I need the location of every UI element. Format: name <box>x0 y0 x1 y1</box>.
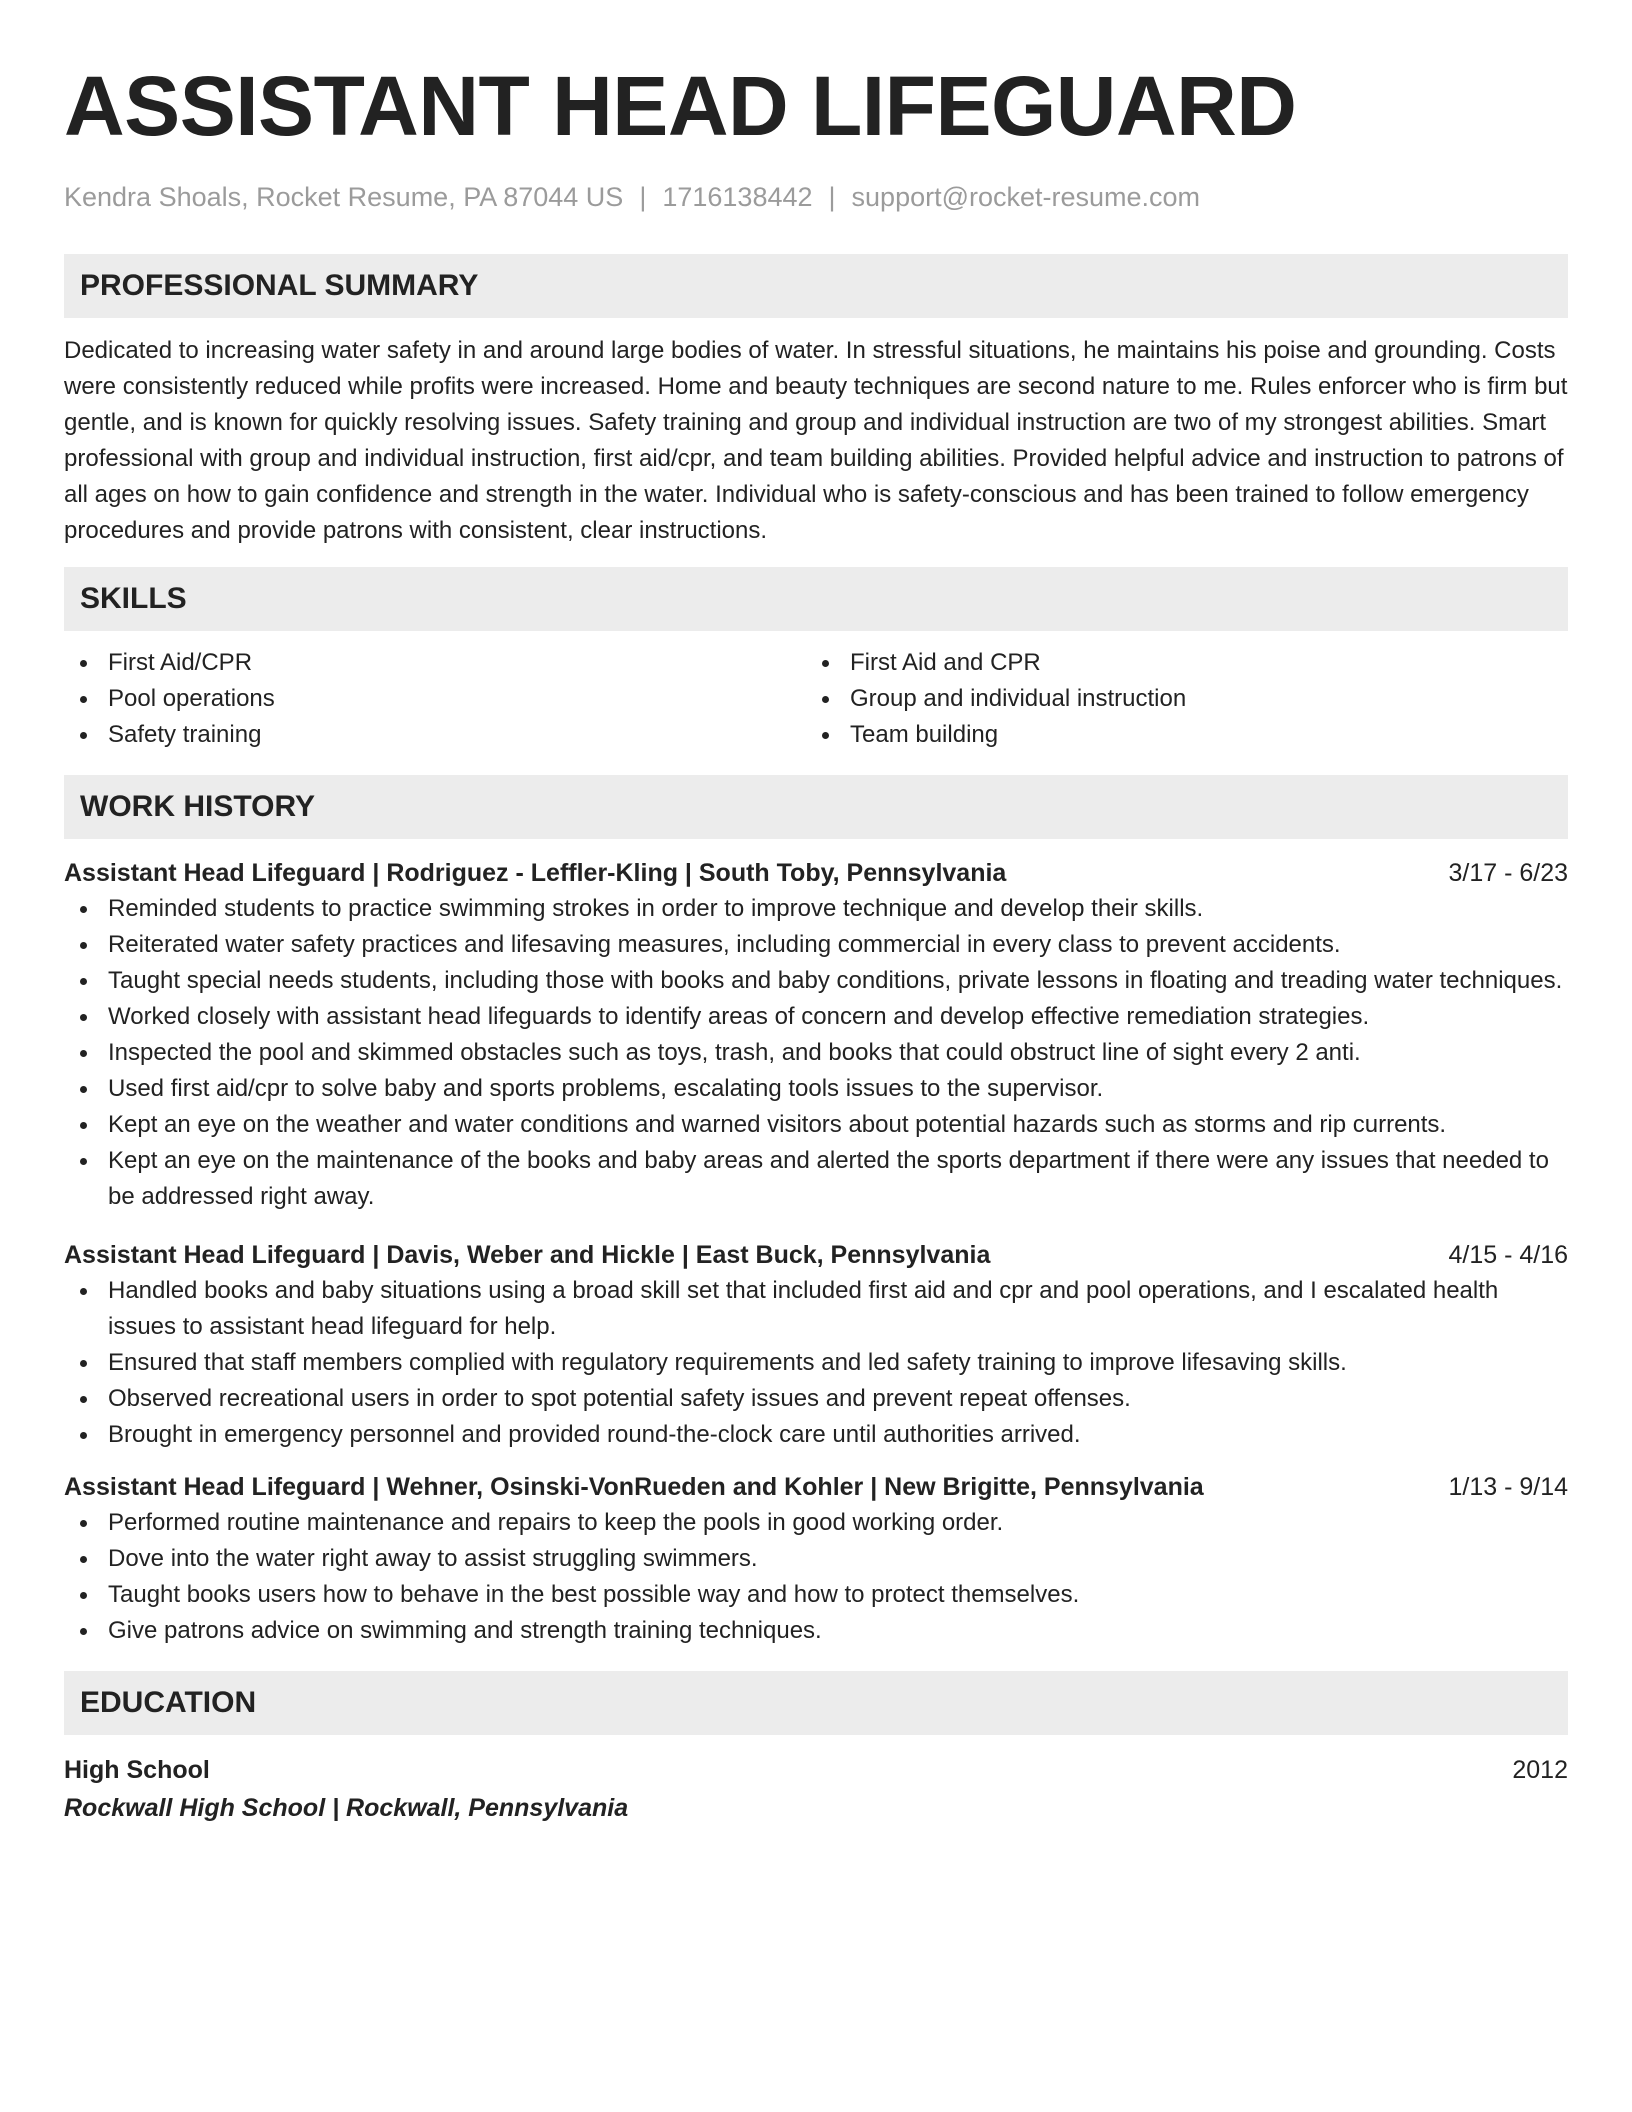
skills-list <box>64 645 1568 753</box>
summary-text: Dedicated to increasing water safety in and around large bodies of water. In stressful situations, he maintains his poise and grounding. Costs were consistently reduced while profits were increased. Home and beauty techniques are second nature to me. Rules enforcer who is firm but gentle, and is known for quickly resolving issues. Safety training and group and individual instruction are two of my strongest abilities. Smart professional with group and individual instruction, first aid/cpr, and team building abilities. Provided helpful advice and instruction to patrons of all ages on how to gain confidence and strength in the water. Individual who is safety-conscious and has been trained to follow emergency procedures and provide patrons with consistent, clear instructions. <box>64 337 1568 544</box>
job-dates: 4/15 - 4/16 <box>1448 1241 1568 1269</box>
list-item: Kept an eye on the maintenance of the books and baby areas and alerted the sports department if there were any issues that needed to be addressed right away. <box>64 1143 1568 1215</box>
job-entry <box>64 855 1568 1215</box>
contact-address: Kendra Shoals, Rocket Resume, PA 87044 US <box>64 182 624 212</box>
list-item: Worked closely with assistant head lifeguards to identify areas of concern and develop effective remediation strategies. <box>64 999 1568 1035</box>
work-section-header: WORK HISTORY <box>64 775 1568 839</box>
education-degree: High School <box>64 1756 210 1784</box>
page-title: ASSISTANT HEAD LIFEGUARD <box>64 59 1297 153</box>
job-bullets <box>64 891 1568 1215</box>
contact-phone: 1716138442 <box>662 182 813 212</box>
list-item: Taught books users how to behave in the best possible way and how to protect themselves. <box>64 1577 1568 1613</box>
skill-item: First Aid/CPR <box>64 645 806 681</box>
skills-column-right <box>806 645 1548 753</box>
list-item: Ensured that staff members complied with regulatory requirements and led safety training to improve lifesaving skills. <box>64 1345 1568 1381</box>
skill-item: Group and individual instruction <box>806 681 1548 717</box>
job-dates: 1/13 - 9/14 <box>1448 1473 1568 1501</box>
list-item: Observed recreational users in order to spot potential safety issues and prevent repeat offenses. <box>64 1381 1568 1417</box>
education-school: Rockwall High School | Rockwall, Pennsylvania <box>64 1794 629 1822</box>
job-bullets <box>64 1505 1568 1649</box>
job-title: Assistant Head Lifeguard | Rodriguez - Leffler-Kling | South Toby, Pennsylvania <box>64 859 1007 887</box>
list-item: Taught special needs students, including those with books and baby conditions, private lessons in floating and treading water techniques. <box>64 963 1568 999</box>
education-year: 2012 <box>1512 1756 1568 1784</box>
resume-page <box>64 60 1568 1827</box>
job-entry <box>64 1237 1568 1453</box>
contact-separator: | <box>639 182 647 212</box>
summary-section-header: PROFESSIONAL SUMMARY <box>64 254 1568 318</box>
skills-section-header: SKILLS <box>64 567 1568 631</box>
list-item: Performed routine maintenance and repairs to keep the pools in good working order. <box>64 1505 1568 1541</box>
contact-email: support@rocket-resume.com <box>851 182 1201 212</box>
list-item: Reminded students to practice swimming strokes in order to improve technique and develop their skills. <box>64 891 1568 927</box>
list-item: Used first aid/cpr to solve baby and sports problems, escalating tools issues to the supervisor. <box>64 1071 1568 1107</box>
education-section-header: EDUCATION <box>64 1671 1568 1735</box>
contact-info <box>64 180 1568 214</box>
job-bullets <box>64 1273 1568 1453</box>
skill-item: Safety training <box>64 717 806 753</box>
contact-separator: | <box>828 182 836 212</box>
list-item: Handled books and baby situations using a broad skill set that included first aid and cpr and pool operations, and I escalated health issues to assistant head lifeguard for help. <box>64 1273 1568 1345</box>
job-title: Assistant Head Lifeguard | Wehner, Osinski-VonRueden and Kohler | New Brigitte, Pennsylvania <box>64 1473 1204 1501</box>
job-title: Assistant Head Lifeguard | Davis, Weber and Hickle | East Buck, Pennsylvania <box>64 1241 991 1269</box>
skill-item: Pool operations <box>64 681 806 717</box>
list-item: Give patrons advice on swimming and strength training techniques. <box>64 1613 1568 1649</box>
job-dates: 3/17 - 6/23 <box>1448 859 1568 887</box>
list-item: Kept an eye on the weather and water conditions and warned visitors about potential hazards such as storms and rip currents. <box>64 1107 1568 1143</box>
skill-item: First Aid and CPR <box>806 645 1548 681</box>
skill-item: Team building <box>806 717 1548 753</box>
job-entry <box>64 1469 1568 1649</box>
education-entry <box>64 1751 1568 1789</box>
list-item: Brought in emergency personnel and provided round-the-clock care until authorities arrived. <box>64 1417 1568 1453</box>
list-item: Inspected the pool and skimmed obstacles such as toys, trash, and books that could obstruct line of sight every 2 anti. <box>64 1035 1568 1071</box>
skills-column-left <box>64 645 806 753</box>
list-item: Reiterated water safety practices and lifesaving measures, including commercial in every class to prevent accidents. <box>64 927 1568 963</box>
list-item: Dove into the water right away to assist struggling swimmers. <box>64 1541 1568 1577</box>
